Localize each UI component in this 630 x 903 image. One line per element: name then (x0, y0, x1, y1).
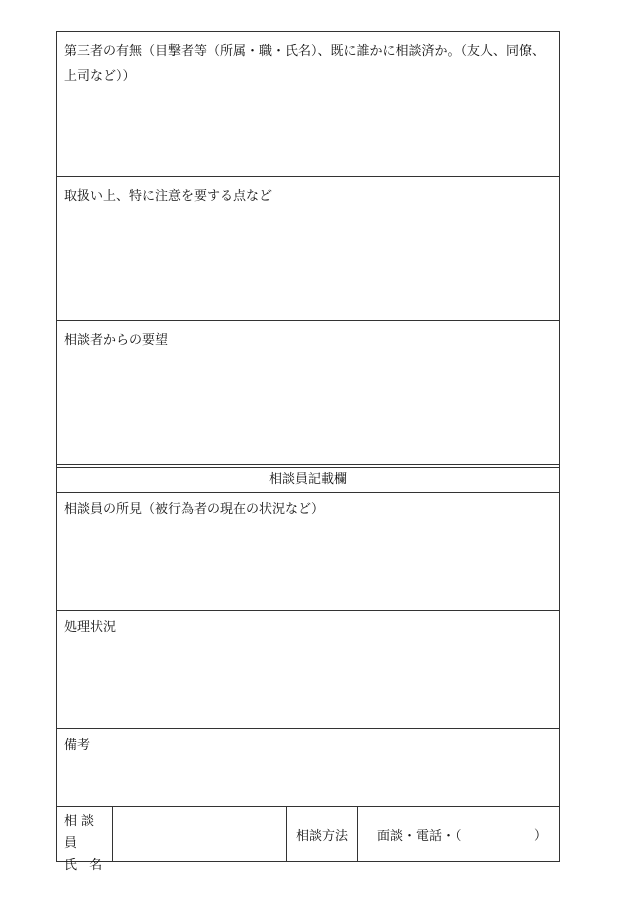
counselor-name-label (57, 807, 113, 873)
requests-label: 相談者からの要望 (64, 333, 169, 348)
counselor-info-row (57, 807, 559, 873)
counselor-opinion-label: 相談員の所見（被行為者の現在の状況など） (64, 502, 325, 517)
status-row (57, 611, 559, 729)
method-close-paren: ） (533, 828, 547, 844)
method-value-field[interactable] (358, 807, 559, 861)
consultation-form (56, 31, 560, 873)
counselor-label-line2: 氏 名 (64, 858, 107, 873)
requests-row (57, 321, 559, 465)
caution-notes-row (57, 177, 559, 321)
status-label: 処理状況 (64, 620, 117, 635)
method-options: 面談・電話・（ (377, 828, 462, 844)
counselor-name-field[interactable] (113, 807, 287, 861)
counselor-section-header: 相談員記載欄 (57, 468, 559, 493)
remarks-row (57, 729, 559, 807)
method-label: 相談方法 (287, 807, 358, 861)
counselor-label-line1: 相談員 (64, 814, 99, 851)
counselor-opinion-row (57, 493, 559, 611)
third-party-row (57, 32, 559, 177)
remarks-label: 備考 (64, 738, 91, 753)
caution-notes-label: 取扱い上、特に注意を要する点など (64, 189, 273, 204)
third-party-label: 第三者の有無（目撃者等（所属・職・氏名）、既に誰かに相談済か。（友人、同僚、上司など）） (64, 44, 546, 84)
